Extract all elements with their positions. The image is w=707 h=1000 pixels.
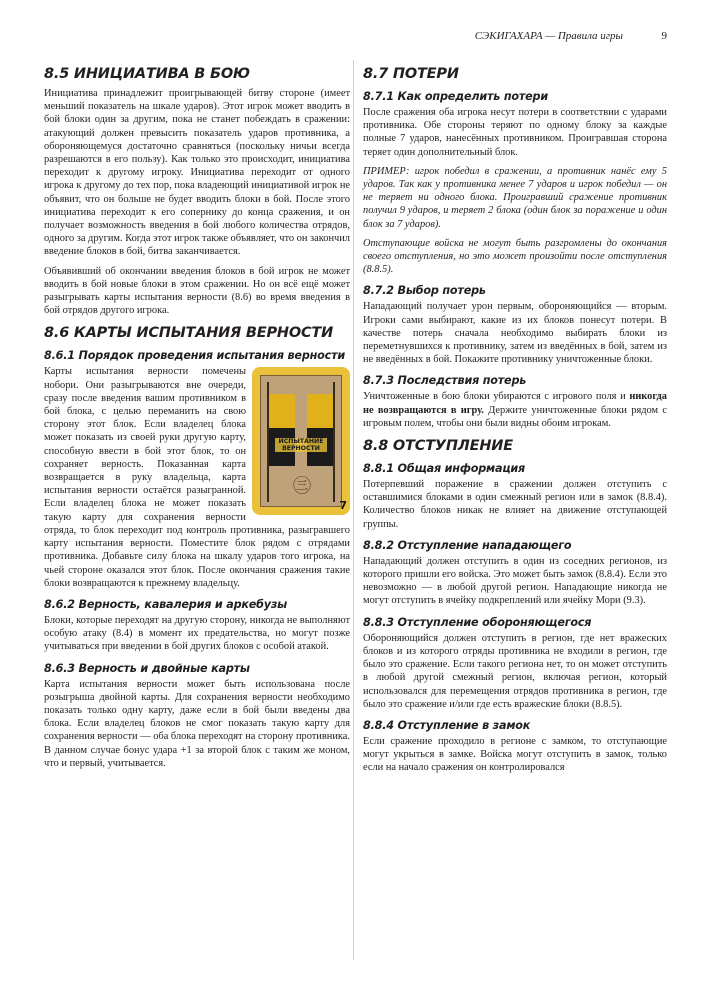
loyalty-card-image	[252, 367, 350, 515]
paragraph: Потерпевший поражение в сражении должен отступить с оставшимися блоками в один смежный регион или в замок (8.8.4). Количество блоков никак не влияет на движение отступающей группы.	[363, 479, 667, 530]
subsection-heading-8-8-4: 8.8.4 Отступление в замок	[363, 718, 531, 732]
running-title: СЭКИГАХАРА — Правила игры	[474, 30, 623, 42]
note-paragraph: Отступающие войска не могут быть разгромлены до окончания своего отступления, но это может произойти после отступления (8.8.5).	[363, 237, 667, 276]
card-title: ИСПЫТАНИЕ ВЕРНОСТИ	[275, 438, 327, 452]
paragraph: Нападающий должен отступить в один из соседних регионов, из которого пришли его войска. Это может быть замок (8.8.4). Если это невозможно — в любой другой регион. Нападающие никогда не могут отступить в ячейку подкреплений или ячейку Мори (9.3).	[363, 555, 667, 607]
subsection-heading-8-8-1: 8.8.1 Общая информация	[363, 462, 526, 476]
paragraph: Если сражение проходило в регионе с замком, то отступающие могут укрыться в замке. Войска могут отступить в замок, только если на начало сражения он контролировался	[363, 735, 667, 774]
card-artwork	[260, 375, 342, 507]
subsection-heading-8-8-3: 8.8.3 Отступление обороняющегося	[363, 615, 592, 629]
section-heading-8-5: 8.5 ИНИЦИАТИВА В БОЮ	[44, 66, 250, 82]
nobori-banner-right	[307, 394, 333, 466]
page-header	[0, 0, 707, 52]
paragraph: Карты испытания верности помечены нобори. Они разыгрываются вне очереди, сразу после введения вашим противником в бой блока, с целью переманить на свою сторону этот блок. Если владелец блока может показать из своей руки другую карту, способную ввести в бой этот блок, то он сохраняет верность. Показанная карта возвращается в руку владельца, карта испытания верности остаётся разыгранной. Если владелец блока не может показать такую карту для сохранения верности отряда, то блок переходит под контроль противника, разыгравшего карту испытания верности. Поместите блок рядом с отрядами противника. Добавьте силу блока на шкалу ударов того игрока, на чьей стороне оказался этот блок. После окончания сражения такие блоки возвращаются к прежнему владельцу.	[44, 366, 350, 589]
paragraph: Объявивший об окончании введения блоков в бой игрок не может вводить в бой новые блоки в этом сражении. Но он всё ещё может разыгрывать карты испытания верности (8.6) во время введения в бой отрядов другого игрока.	[44, 265, 350, 317]
subsection-heading-8-6-1: 8.6.1 Порядок проведения испытания верности	[44, 349, 346, 363]
text-run: Уничтоженные в бою блоки убираются с игрового поля и	[363, 391, 630, 403]
bold-text: никогда не возвращаются в игру.	[363, 391, 667, 416]
paragraph: Нападающий получает урон первым, обороняющийся — вторым. Игроки сами выбирают, какие из их блоков понесут потери. В качестве потерь сначала необходимо выбирать блоки из переметнувшихся к противнику, затем из введённых в бой, затем из не введённых в бой. Покажите противнику уничтоженные блоки.	[363, 301, 667, 366]
subsection-heading-8-6-3: 8.6.3 Верность и двойные карты	[44, 661, 250, 675]
subsection-heading-8-6-2: 8.6.2 Верность, кавалерия и аркебузы	[44, 597, 288, 611]
paragraph	[363, 390, 667, 430]
example-paragraph: ПРИМЕР: игрок победил в сражении, а противник нанёс ему 5 ударов. Так как у противника менее 7 ударов и игрок победил — он не теряет ни одного блока. Проигравший сражение противник получил 9 ударов, и теряет 2 блока (один блок за поражение и один блок за 7 ударов).	[363, 165, 667, 230]
right-column	[363, 58, 667, 781]
section-heading-8-6: 8.6 КАРТЫ ИСПЫТАНИЯ ВЕРНОСТИ	[44, 325, 334, 342]
paragraph: Блоки, которые переходят на другую сторону, никогда не выполняют особую атаку (8.4) в момент их предательства, но могут позже учитываться при введении в бой других блоков с особой атакой.	[44, 614, 350, 653]
text-run: Держите уничтоженные блоки рядом с игровым полем, чтобы они были видны обоим игрокам.	[363, 404, 667, 429]
paragraph: Карта испытания верности может быть использована после розыгрыша двойной карты. Для сохранения верности необходимо показать только одну карту, даже если в бой были введены два блока. Если владелец блоков не смог показать такую карту для сохранения верности — оба блока переходят на сторону противника. В данном случае бонус удара +1 за второй блок с таким же моном, что и первый, учитывается.	[44, 678, 350, 769]
paragraph: Инициатива принадлежит проигрывающей битву стороне (имеет меньший показатель на шкале ударов). Этот игрок может вводить в бой блоки один за другим, пока не станет побеждать в сражении: атакующий должен превысить показатель ударов противника, а обороняющемуся достаточно сравняться (поскольку ничьи всегда разрешаются в его пользу). Как только это происходит, инициатива переходит к другому игроку. Инициатива переходит от одного игрока к другому до тех пор, пока владеющий инициативой игрок не объявит, что он больше не будет вводить блоки в бой. После этого инициатива переходит к его сопернику до конца сражения, и он получает возможность введения в бой любого количества отрядов, одного за другим. Когда этот игрок также объявляет, что он закончил введение блоков в бой, битва заканчивается.	[44, 88, 350, 258]
mon-symbol: ㊂	[293, 476, 311, 497]
section-heading-8-8: 8.8 ОТСТУПЛЕНИЕ	[363, 438, 513, 455]
left-column	[44, 58, 350, 776]
subsection-heading-8-7-1: 8.7.1 Как определить потери	[363, 90, 548, 103]
subsection-heading-8-7-3: 8.7.3 Последствия потерь	[363, 374, 527, 388]
paragraph: Обороняющийся должен отступить в регион, где нет вражеских блоков и из которого отряды противника не входили в регион, где было это сражение. Если такого региона нет, то он может отступить в любой другой смежный регион, включая регион, который использовался для перемещения отрядов противника в регион, где было это сражение и/или где есть вражеские блоки (8.8.5).	[363, 632, 667, 710]
card-number: 7	[339, 499, 347, 513]
column-divider	[353, 60, 354, 960]
paragraph: После сражения оба игрока несут потери в соответствии с ударами противника. Обе стороны теряют по одному блоку за каждые полные 7 ударов, нанесённых противником. Проигравшая сторона теряет один дополнительный блок.	[363, 107, 667, 158]
nobori-banner-left	[269, 394, 295, 466]
subsection-heading-8-8-2: 8.8.2 Отступление нападающего	[363, 538, 572, 552]
subsection-heading-8-7-2: 8.7.2 Выбор потерь	[363, 284, 486, 298]
section-heading-8-7: 8.7 ПОТЕРИ	[363, 66, 459, 82]
page-number: 9	[661, 30, 667, 42]
